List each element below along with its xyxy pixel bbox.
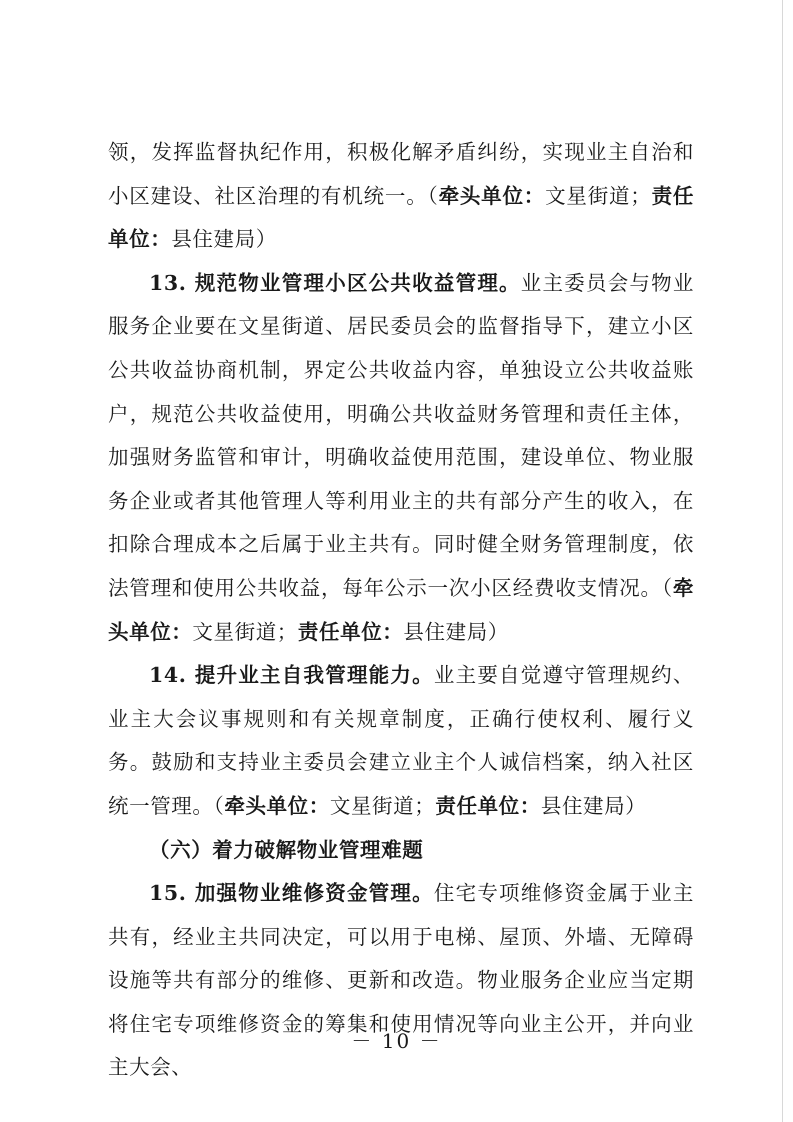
page-number: － 10 －	[351, 1029, 442, 1053]
bold-text-run: 14. 提升业主自我管理能力。	[149, 663, 434, 688]
paragraph-3	[108, 654, 694, 828]
text-run: 县住建局）	[171, 227, 277, 252]
text-run: 领，发挥监督执纪作用，积极化解矛盾纠纷，实现业主自治和小区建设、社区治理的有机统一。（	[108, 140, 694, 208]
text-run: 县住建局）	[403, 619, 509, 644]
text-run: 文星街道；	[329, 793, 436, 818]
text-run: 业主委员会与物业服务企业要在文星街道、居民委员会的监督指导下，建立小区公共收益协商机制，界定公共收益内容，单独设立公共收益账户，规范公共收益使用，明确公共收益财务管理和责任主体，加强财务监管和审计，明确收益使用范围，建设单位、物业服务企业或者其他管理人等利用业主的共有部分产生的收入，在扣除合理成本之后属于业主共有。同时健全财务管理制度，依法管理和使用公共收益，每年公示一次小区经费收支情况。（	[108, 270, 694, 600]
bold-text-run: 牵头单位：	[108, 575, 694, 644]
paragraph-4	[108, 872, 694, 1090]
bold-text-run: 15. 加强物业维修资金管理。	[149, 881, 434, 906]
text-run: 县住建局）	[540, 793, 647, 818]
bold-text-run: 责任单位：	[108, 183, 695, 252]
page-edge-line	[782, 0, 783, 1122]
bold-text-run: 责任单位：	[435, 793, 541, 818]
bold-text-run: 13. 规范物业管理小区公共收益管理。	[149, 270, 521, 295]
bold-text-run: 牵头单位：	[438, 183, 546, 208]
body-text	[108, 131, 694, 1090]
text-run: 住宅专项维修资金属于业主共有，经业主共同决定，可以用于电梯、屋顶、外墙、无障碍设施等共有部分的维修、更新和改造。物业服务企业应当定期将住宅专项维修资金的筹集和使用情况等向业主公开，并向业主大会、	[108, 881, 694, 1080]
bold-text-run: 责任单位：	[297, 619, 404, 644]
text-run: 文星街道；	[192, 619, 298, 644]
bold-text-run: （六）着力破解物业管理难题	[149, 837, 424, 862]
text-run: 文星街道；	[545, 183, 652, 208]
text-run: 业主要自觉遵守管理规约、业主大会议事规则和有关规章制度，正确行使权利、履行义务。鼓励和支持业主委员会建立业主个人诚信档案，纳入社区统一管理。（	[108, 663, 694, 818]
section-heading	[108, 829, 694, 873]
paragraph-2	[108, 262, 694, 654]
bold-text-run: 牵头单位：	[224, 793, 330, 818]
paragraph-1	[108, 131, 694, 262]
